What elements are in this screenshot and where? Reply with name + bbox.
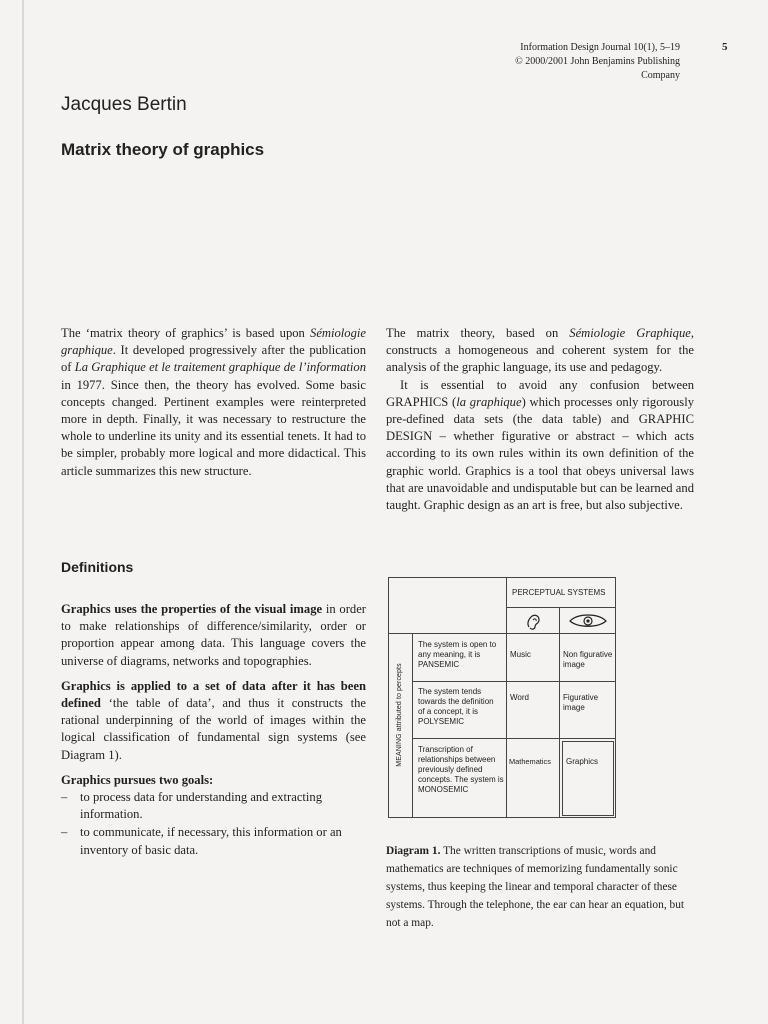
intro-paragraph: The ‘matrix theory of graphics’ is based upon Sémiologie graphique. It developed progressively after the publication of La Graphique et le traitement graphique de l’information in 1977. Since then, the theory has evolved. Some basic concepts changed. Pertinent examples were reinterpreted more in depth. Finally, it was necessary to restructure the whole to underline its unity and its essential tenets. It had to be simpler, probably more logical and more didactical. This article summarizes this new structure.: [61, 326, 366, 478]
article-title: Matrix theory of graphics: [61, 140, 265, 159]
journal-citation: Information Design Journal 10(1), 5–19: [520, 42, 680, 53]
row-description: Transcription of relationships between previously defined concepts. The system is MONOSEMIC: [418, 745, 504, 794]
table-border: [388, 577, 389, 818]
intro-column: [61, 325, 366, 480]
author-name: Jacques Bertin: [61, 94, 187, 115]
perceptual-systems-header: PERCEPTUAL SYSTEMS: [512, 588, 606, 597]
cell-ear: Music: [510, 650, 531, 659]
diagram-caption: Diagram 1. The written transcriptions of music, words and mathematics are techniques of memorizing fundamentally sonic systems, thus keeping the linear and temporal character of these systems. Through the telephone, the ear can hear an equation, but not a map.: [386, 845, 685, 929]
copyright-line: © 2000/2001 John Benjamins Publishing Company: [515, 56, 680, 81]
table-border: [388, 577, 616, 578]
cell-ear: Mathematics: [509, 757, 551, 766]
definition-paragraph: Graphics uses the properties of the visual image in order to make relationships of difference/similarity, order or proportion appear among data. This language covers the universe of diagrams, networks and topographies.: [61, 602, 366, 668]
table-border: [388, 633, 616, 634]
list-item: – to communicate, if necessary, this information or an inventory of basic data.: [61, 825, 342, 857]
cell-eye: Graphics: [566, 757, 599, 766]
table-border: [506, 607, 616, 608]
row-description: The system is open to any meaning, it is PANSEMIC: [418, 640, 497, 669]
graphics-cell-highlight: [562, 741, 614, 816]
table-border: [412, 681, 616, 682]
definition-paragraph: Graphics is applied to a set of data after it has been defined ‘the table of data’, and thus it constructs the rational underpinning of the world of images within the logical classification of fundamental sign systems (see Diagram 1).: [61, 678, 366, 762]
goals-heading: Graphics pursues two goals:: [61, 772, 214, 787]
cell-eye: Figurative image: [563, 693, 599, 712]
table-border: [615, 577, 616, 818]
page-number: 5: [722, 41, 728, 53]
row-description: The system tends towards the definition of a concept, it is POLYSEMIC: [418, 687, 494, 726]
table-border: [412, 633, 413, 818]
ear-icon: [523, 611, 545, 631]
diagram-perceptual-systems: [388, 577, 616, 818]
right-column: [386, 325, 694, 514]
table-border: [412, 738, 616, 739]
table-border: [506, 577, 507, 818]
cell-ear: Word: [510, 693, 529, 702]
page-edge: [22, 0, 24, 1024]
definitions-section: [61, 601, 366, 860]
side-axis-label: MEANING attributed to percepts: [396, 663, 403, 767]
section-heading: Definitions: [61, 559, 134, 575]
table-border: [559, 607, 560, 818]
eye-icon: [568, 614, 608, 628]
table-border: [388, 817, 616, 818]
running-head: [480, 41, 680, 83]
paragraph: The matrix theory, based on Sémiologie Graphique, constructs a homogeneous and coherent system for the analysis of the graphic language, its use and pedagogy.: [386, 326, 694, 375]
goals-list: [61, 789, 366, 859]
list-item: – to process data for understanding and extracting information.: [61, 790, 322, 822]
paragraph: It is essential to avoid any confusion between GRAPHICS (la graphique) which processes only rigorously pre-defined data sets (the data table) and GRAPHIC DESIGN – whether figurative or abstract – which acts according to its own rules within its own definition of the graphic world. Graphics is a tool that obeys universal laws that are unavoidable and undisputable but can be learned and taught. Graphic design as an art is free, but also subjective.: [386, 377, 694, 513]
cell-eye: Non figurative image: [563, 650, 613, 669]
